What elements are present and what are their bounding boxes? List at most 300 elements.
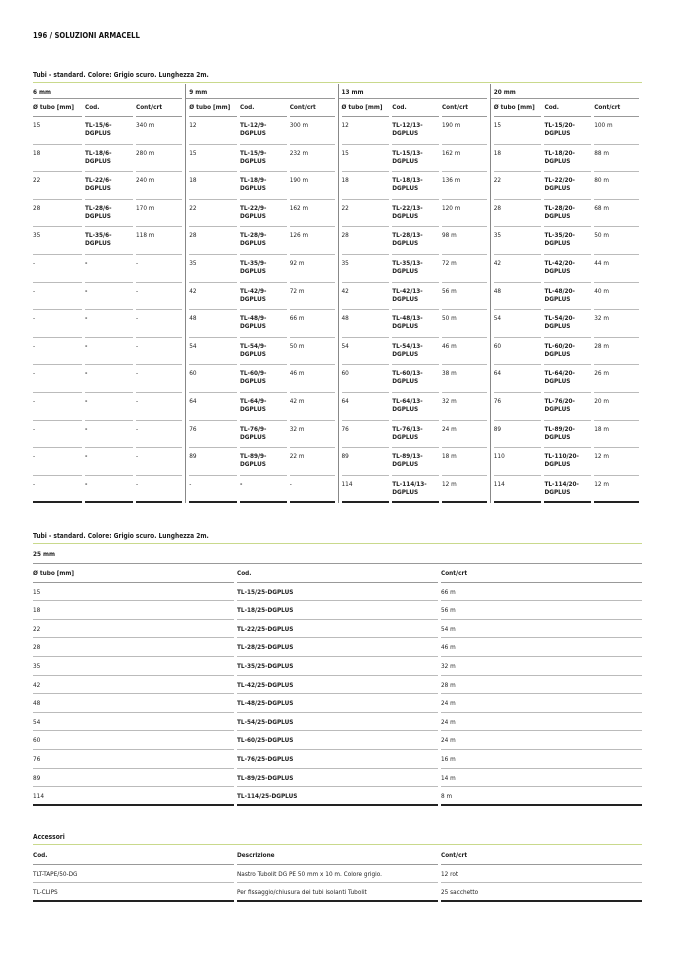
table-row: [339, 338, 490, 366]
table-cell: TL-35/6-DGPLUS: [85, 227, 133, 255]
table-row: [186, 421, 337, 449]
table-row: [339, 393, 490, 421]
header-row: [33, 846, 642, 865]
table-cell: 89: [33, 769, 234, 788]
table-row: [339, 476, 490, 504]
table-cell: 28: [33, 200, 82, 228]
table-cell: 50 m: [290, 338, 335, 366]
table-cell: TL-35/20-DGPLUS: [544, 227, 591, 255]
table-cell: 15: [33, 117, 82, 145]
table-row: [491, 200, 642, 228]
table-cell: TL-22/13-DGPLUS: [392, 200, 439, 228]
table-cell: -: [136, 310, 182, 338]
table-cell: TL-64/20-DGPLUS: [544, 365, 591, 393]
table-cell: 60: [342, 365, 390, 393]
table-cell: TL-28/20-DGPLUS: [544, 200, 591, 228]
table-row: [33, 657, 642, 676]
table-cell: TL-110/20-DGPLUS: [544, 448, 591, 476]
table-cell: 232 m: [290, 145, 335, 173]
table-cell: 46 m: [290, 365, 335, 393]
table-cell: -: [33, 255, 82, 283]
table-cell: TL-60/13-DGPLUS: [392, 365, 439, 393]
table-row: [339, 310, 490, 338]
table-row: [491, 117, 642, 145]
table-cell: 22: [33, 620, 234, 639]
table-cell: 64: [189, 393, 237, 421]
table-cell: TL-64/13-DGPLUS: [392, 393, 439, 421]
table-cell: -: [33, 393, 82, 421]
table-cell: 22: [33, 172, 82, 200]
table-cell: TL-18/13-DGPLUS: [392, 172, 439, 200]
table-cell: 48: [494, 283, 542, 311]
table-cell: 20 m: [594, 393, 639, 421]
table-cell: TL-54/9-DGPLUS: [240, 338, 287, 366]
table-cell: TL-54/20-DGPLUS: [544, 310, 591, 338]
table-cell: TL-18/25-DGPLUS: [237, 601, 438, 620]
column-header: Cod.: [85, 99, 133, 117]
table-row: [186, 338, 337, 366]
table-cell: TL-15/13-DGPLUS: [392, 145, 439, 173]
table-cell: 25 sacchetto: [441, 883, 642, 902]
table-cell: 46 m: [441, 638, 642, 657]
table-cell: 89: [494, 421, 542, 449]
table-cell: TL-28/6-DGPLUS: [85, 200, 133, 228]
table-cell: 72 m: [442, 255, 487, 283]
table-cell: TL-54/13-DGPLUS: [392, 338, 439, 366]
table-cell: 66 m: [441, 583, 642, 602]
table-cell: 120 m: [442, 200, 487, 228]
table-cell: 48: [342, 310, 390, 338]
table-row: [33, 227, 185, 255]
table-cell: 48: [33, 694, 234, 713]
table-row: [186, 200, 337, 228]
table-row: [339, 227, 490, 255]
column-header: Cont/crt: [442, 99, 487, 117]
table-cell: 340 m: [136, 117, 182, 145]
table-cell: TL-18/6-DGPLUS: [85, 145, 133, 173]
table-cell: 18: [342, 172, 390, 200]
divider: [33, 844, 642, 845]
table-cell: 28: [33, 638, 234, 657]
table-cell: 28 m: [441, 676, 642, 695]
table-row: [33, 448, 185, 476]
table-cell: TL-15/6-DGPLUS: [85, 117, 133, 145]
table-cell: -: [33, 421, 82, 449]
table-row: [339, 421, 490, 449]
table-cell: 190 m: [442, 117, 487, 145]
table-cell: TL-114/20-DGPLUS: [544, 476, 591, 504]
column-header: Descrizione: [237, 846, 438, 865]
column-header: Cont/crt: [594, 99, 639, 117]
table-row: [186, 393, 337, 421]
group-label: 6 mm: [33, 84, 182, 99]
table-cell: 12 m: [594, 448, 639, 476]
table-row: [339, 145, 490, 173]
table-cell: TL-76/25-DGPLUS: [237, 750, 438, 769]
table-cell: 35: [494, 227, 542, 255]
group-label: 13 mm: [339, 84, 487, 99]
table-cell: 40 m: [594, 283, 639, 311]
table-cell: 300 m: [290, 117, 335, 145]
size-group: [338, 84, 490, 503]
table-cell: 89: [189, 448, 237, 476]
table-cell: 18: [33, 601, 234, 620]
column-header: Ø tubo [mm]: [494, 99, 542, 117]
table-cell: 32 m: [442, 393, 487, 421]
column-header: Cod.: [33, 846, 234, 865]
table-cell: -: [136, 255, 182, 283]
column-header: Cod.: [392, 99, 439, 117]
table-cell: 114: [342, 476, 390, 504]
table-cell: 38 m: [442, 365, 487, 393]
table-cell: TL-28/13-DGPLUS: [392, 227, 439, 255]
table-cell: TL-89/9-DGPLUS: [240, 448, 287, 476]
table-cell: -: [85, 393, 133, 421]
table-row: [33, 117, 185, 145]
table-cell: 54: [189, 338, 237, 366]
table-row: [491, 476, 642, 504]
table-cell: 76: [189, 421, 237, 449]
table-cell: 50 m: [594, 227, 639, 255]
table-cell: -: [85, 338, 133, 366]
column-header: Ø tubo [mm]: [189, 99, 237, 117]
table-cell: TL-64/9-DGPLUS: [240, 393, 287, 421]
column-header: Cont/crt: [441, 564, 642, 583]
column-header: Cont/crt: [136, 99, 182, 117]
table-cell: 76: [342, 421, 390, 449]
table-cell: 110: [494, 448, 542, 476]
table-row: [33, 787, 642, 806]
table-cell: 64: [494, 365, 542, 393]
table-cell: 136 m: [442, 172, 487, 200]
table-cell: TL-76/20-DGPLUS: [544, 393, 591, 421]
table-cell: 14 m: [441, 769, 642, 788]
table-row: [339, 448, 490, 476]
table-row: [33, 865, 642, 884]
table-cell: -: [33, 310, 82, 338]
table-row: [33, 694, 642, 713]
table-cell: -: [136, 338, 182, 366]
table-cell: TL-76/13-DGPLUS: [392, 421, 439, 449]
table-cell: TL-48/13-DGPLUS: [392, 310, 439, 338]
header-row: [339, 99, 490, 117]
table-cell: TL-42/20-DGPLUS: [544, 255, 591, 283]
header-row: [491, 99, 642, 117]
table-cell: -: [33, 476, 82, 504]
table-row: [491, 172, 642, 200]
table-cell: 24 m: [441, 713, 642, 732]
table-cell: 35: [33, 657, 234, 676]
table-cell: 66 m: [290, 310, 335, 338]
table-cell: TL-42/13-DGPLUS: [392, 283, 439, 311]
table3-title: Accessori: [33, 833, 65, 841]
table-cell: 28: [342, 227, 390, 255]
table-cell: 12: [342, 117, 390, 145]
table-row: [186, 227, 337, 255]
table-cell: TL-42/25-DGPLUS: [237, 676, 438, 695]
table-row: [33, 769, 642, 788]
table-cell: 114: [494, 476, 542, 504]
table-row: [33, 255, 185, 283]
table-cell: 28 m: [594, 338, 639, 366]
group-label: 9 mm: [186, 84, 334, 99]
table-cell: TL-60/9-DGPLUS: [240, 365, 287, 393]
table-cell: -: [136, 393, 182, 421]
table-cell: 22: [189, 200, 237, 228]
table-row: [339, 200, 490, 228]
page-header: 196 / SOLUZIONI ARMACELL: [33, 31, 140, 40]
table-cell: TL-114/13-DGPLUS: [392, 476, 439, 504]
table-row: [491, 421, 642, 449]
table-cell: TL-48/25-DGPLUS: [237, 694, 438, 713]
table-cell: TL-12/9-DGPLUS: [240, 117, 287, 145]
table-cell: -: [136, 365, 182, 393]
size-group: [490, 84, 642, 503]
table-cell: TL-35/25-DGPLUS: [237, 657, 438, 676]
table-row: [33, 476, 185, 504]
table-cell: 35: [33, 227, 82, 255]
table-cell: 42: [494, 255, 542, 283]
table-cell: 42 m: [290, 393, 335, 421]
table-row: [186, 172, 337, 200]
table-cell: 35: [189, 255, 237, 283]
table-cell: -: [85, 421, 133, 449]
table-cell: 18: [33, 145, 82, 173]
table-cell: -: [85, 448, 133, 476]
table-cell: 32 m: [290, 421, 335, 449]
table-cell: 92 m: [290, 255, 335, 283]
table-cell: -: [33, 365, 82, 393]
table-cell: 54: [494, 310, 542, 338]
table-cell: 18: [189, 172, 237, 200]
table-cell: -: [136, 476, 182, 504]
table-row: [491, 365, 642, 393]
table-cell: TL-15/20-DGPLUS: [544, 117, 591, 145]
header-row: [33, 564, 642, 583]
table-cell: TL-54/25-DGPLUS: [237, 713, 438, 732]
table-row: [186, 255, 337, 283]
table-cell: 89: [342, 448, 390, 476]
table-cell: 240 m: [136, 172, 182, 200]
table-cell: 35: [342, 255, 390, 283]
table-cell: 12 m: [594, 476, 639, 504]
divider: [33, 543, 642, 544]
group-label: 20 mm: [491, 84, 639, 99]
table-cell: TL-18/9-DGPLUS: [240, 172, 287, 200]
column-header: Cont/crt: [441, 846, 642, 865]
table-cell: 126 m: [290, 227, 335, 255]
table-cell: TL-15/9-DGPLUS: [240, 145, 287, 173]
table-row: [186, 283, 337, 311]
table-cell: 18: [494, 145, 542, 173]
table-row: [491, 393, 642, 421]
table-row: [33, 421, 185, 449]
table-cell: 32 m: [594, 310, 639, 338]
table2-group-label: 25 mm: [33, 545, 642, 564]
table-cell: TL-28/25-DGPLUS: [237, 638, 438, 657]
table2-title: Tubi - standard. Colore: Grigio scuro. Lunghezza 2m.: [33, 532, 209, 540]
table-row: [339, 255, 490, 283]
table-cell: TL-22/6-DGPLUS: [85, 172, 133, 200]
table-cell: 28: [189, 227, 237, 255]
table-cell: 18 m: [442, 448, 487, 476]
table-cell: TL-28/9-DGPLUS: [240, 227, 287, 255]
table-cell: TL-12/13-DGPLUS: [392, 117, 439, 145]
accessories-table: [33, 846, 642, 902]
table-cell: TL-89/13-DGPLUS: [392, 448, 439, 476]
table-cell: 12 rot: [441, 865, 642, 884]
table-row: [491, 283, 642, 311]
table-cell: -: [33, 338, 82, 366]
table-row: [33, 883, 642, 902]
table-row: [33, 601, 642, 620]
table-row: [339, 117, 490, 145]
header-row: [33, 99, 185, 117]
table-cell: 16 m: [441, 750, 642, 769]
table-cell: 98 m: [442, 227, 487, 255]
table-cell: TL-15/25-DGPLUS: [237, 583, 438, 602]
table-cell: 56 m: [442, 283, 487, 311]
table-row: [186, 310, 337, 338]
table-row: [339, 172, 490, 200]
table-cell: 162 m: [442, 145, 487, 173]
table-row: [33, 393, 185, 421]
table-cell: 22 m: [290, 448, 335, 476]
table-row: [186, 145, 337, 173]
table-cell: TL-76/9-DGPLUS: [240, 421, 287, 449]
table-row: [186, 476, 337, 504]
table2: [33, 545, 642, 806]
column-header: Ø tubo [mm]: [33, 564, 234, 583]
table-cell: 12: [189, 117, 237, 145]
table-cell: 54: [342, 338, 390, 366]
table-cell: 76: [494, 393, 542, 421]
column-header: Cod.: [237, 564, 438, 583]
column-header: Cont/crt: [290, 99, 335, 117]
table-cell: TL-89/20-DGPLUS: [544, 421, 591, 449]
table-cell: 15: [342, 145, 390, 173]
table-cell: 54 m: [441, 620, 642, 639]
table-cell: TL-35/13-DGPLUS: [392, 255, 439, 283]
table-row: [33, 713, 642, 732]
table-cell: TL-48/9-DGPLUS: [240, 310, 287, 338]
table-cell: 76: [33, 750, 234, 769]
table-cell: 56 m: [441, 601, 642, 620]
divider: [33, 82, 642, 83]
table-row: [186, 448, 337, 476]
size-group: [185, 84, 337, 503]
table-row: [33, 310, 185, 338]
table-cell: TL-60/25-DGPLUS: [237, 731, 438, 750]
table-cell: 12 m: [442, 476, 487, 504]
table-cell: TL-CLIPS: [33, 883, 234, 902]
table-row: [33, 620, 642, 639]
table-cell: 28: [494, 200, 542, 228]
table-cell: -: [189, 476, 237, 504]
table-cell: 54: [33, 713, 234, 732]
table-cell: 100 m: [594, 117, 639, 145]
column-header: Ø tubo [mm]: [342, 99, 390, 117]
table-cell: 114: [33, 787, 234, 806]
table-row: [33, 638, 642, 657]
table-row: [33, 283, 185, 311]
table-cell: 60: [494, 338, 542, 366]
table-row: [33, 200, 185, 228]
table-cell: 42: [189, 283, 237, 311]
table-cell: TL-114/25-DGPLUS: [237, 787, 438, 806]
table-row: [491, 255, 642, 283]
table-cell: 68 m: [594, 200, 639, 228]
column-header: Cod.: [544, 99, 591, 117]
table-row: [339, 365, 490, 393]
column-header: Ø tubo [mm]: [33, 99, 82, 117]
table-cell: TL-22/25-DGPLUS: [237, 620, 438, 639]
table-row: [491, 227, 642, 255]
table-row: [33, 145, 185, 173]
table-cell: TLT-TAPE/50-DG: [33, 865, 234, 884]
table-row: [186, 365, 337, 393]
table-cell: 22: [342, 200, 390, 228]
header-row: [186, 99, 337, 117]
table-cell: 50 m: [442, 310, 487, 338]
table-cell: -: [33, 283, 82, 311]
table-row: [339, 283, 490, 311]
table-cell: 42: [33, 676, 234, 695]
table-cell: -: [240, 476, 287, 504]
table1: [33, 84, 642, 503]
table-cell: 24 m: [441, 694, 642, 713]
table-cell: -: [85, 476, 133, 504]
table-row: [186, 117, 337, 145]
table-cell: Nastro Tubolit DG PE 50 mm x 10 m. Colore grigio.: [237, 865, 438, 884]
table-cell: 15: [189, 145, 237, 173]
table-cell: 15: [33, 583, 234, 602]
table-cell: -: [85, 365, 133, 393]
table-cell: -: [136, 448, 182, 476]
table1-title: Tubi - standard. Colore: Grigio scuro. Lunghezza 2m.: [33, 71, 209, 79]
table-row: [33, 338, 185, 366]
table-cell: 80 m: [594, 172, 639, 200]
table-row: [33, 172, 185, 200]
table-cell: 60: [33, 731, 234, 750]
table-cell: 22: [494, 172, 542, 200]
size-group: [33, 84, 185, 503]
table-row: [491, 145, 642, 173]
table-cell: 15: [494, 117, 542, 145]
table-cell: 64: [342, 393, 390, 421]
table-cell: 32 m: [441, 657, 642, 676]
table-cell: 162 m: [290, 200, 335, 228]
table-cell: 24 m: [442, 421, 487, 449]
table-row: [491, 310, 642, 338]
table-row: [491, 338, 642, 366]
table-cell: TL-18/20-DGPLUS: [544, 145, 591, 173]
table-cell: TL-35/9-DGPLUS: [240, 255, 287, 283]
table-cell: -: [85, 283, 133, 311]
table-cell: Per fissaggio/chiusura dei tubi isolanti Tubolit: [237, 883, 438, 902]
table-cell: TL-60/20-DGPLUS: [544, 338, 591, 366]
table-cell: TL-42/9-DGPLUS: [240, 283, 287, 311]
column-header: Cod.: [240, 99, 287, 117]
table-cell: 24 m: [441, 731, 642, 750]
table-cell: 26 m: [594, 365, 639, 393]
table-cell: 72 m: [290, 283, 335, 311]
table-cell: TL-89/25-DGPLUS: [237, 769, 438, 788]
table-row: [33, 583, 642, 602]
table-cell: TL-22/9-DGPLUS: [240, 200, 287, 228]
table-cell: 118 m: [136, 227, 182, 255]
table-row: [33, 676, 642, 695]
